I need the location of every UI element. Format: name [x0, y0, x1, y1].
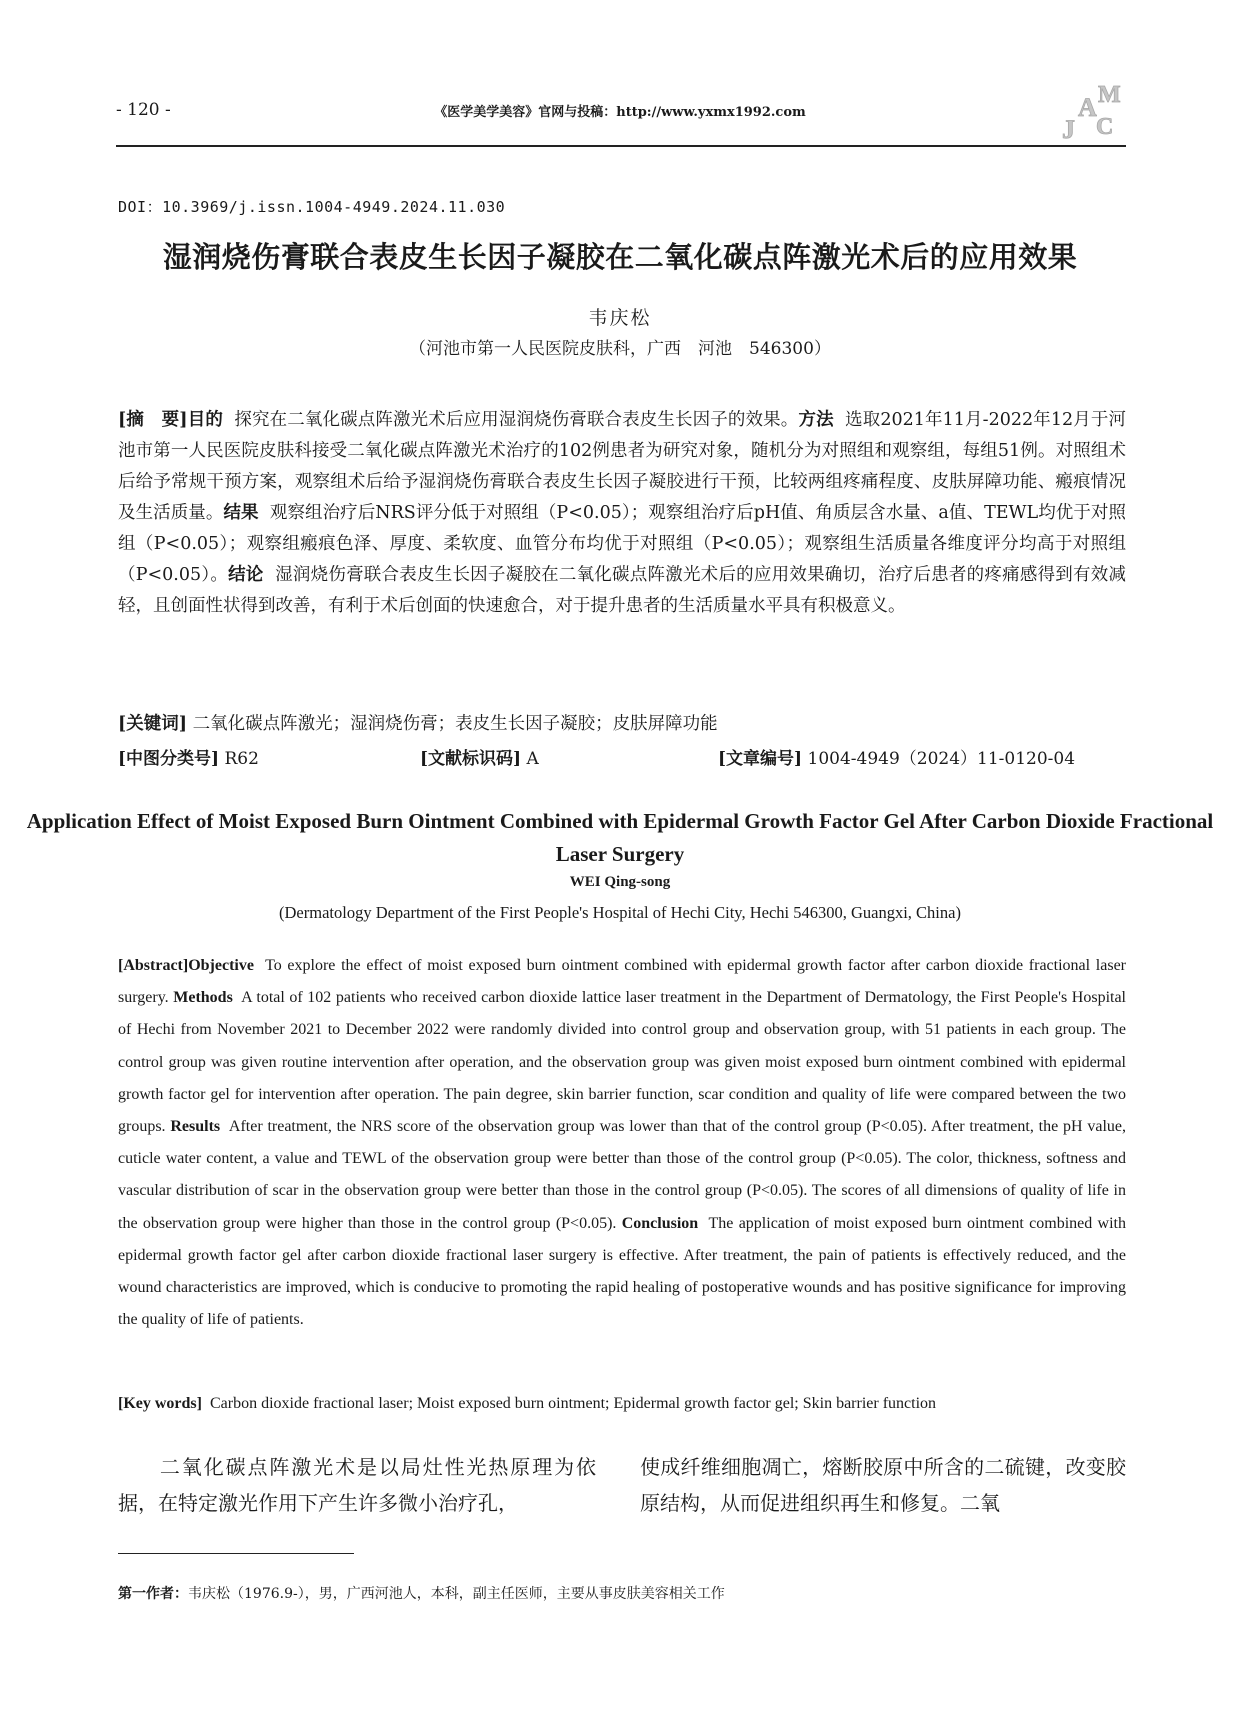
affiliation-chinese: （河池市第一人民医院皮肤科，广西 河池 546300） [409, 339, 831, 359]
abstract-en-label: [Abstract] [118, 957, 189, 974]
body-column-right: 使成纤维细胞凋亡，熔断胶原中所含的二硫键，改变胶原结构，从而促进组织再生和修复。二氧 [640, 1455, 1126, 1515]
abstract-label: [摘 要] [118, 410, 188, 430]
methods-label: 方法 [798, 410, 834, 430]
doi-line [118, 196, 505, 217]
conclusion-text: 湿润烧伤膏联合表皮生长因子凝胶在二氧化碳点阵激光术后的应用效果确切，治疗后患者的疼痛感得到有效减轻，且创面性状得到改善，有利于术后创面的快速愈合，对于提升患者的生活质量水平具有积极意义。 [118, 565, 1126, 616]
footnote-text: 韦庆松（1976.9-），男，广西河池人，本科，副主任医师，主要从事皮肤美容相关工作 [188, 1586, 725, 1602]
results-text: 观察组治疗后NRS评分低于对照组（P<0.05）；观察组治疗后pH值、角质层含水量、a值、TEWL均优于对照组（P<0.05）；观察组瘢痕色泽、厚度、柔软度、血管分布均优于对照组（P<0.05）；观察组生活质量各维度评分均高于对照组（P<0.05）。 [118, 503, 1126, 585]
svg-text:A: A [1078, 93, 1097, 122]
footnote [118, 1583, 725, 1603]
svg-text:J: J [1062, 115, 1075, 142]
results-en-text: After treatment, the NRS score of the observation group was lower than that of the control group (P<0.05). After treatment, the pH value, cuticle water content, a value and TEWL of the observation group were better than those of the control group (P<0.05). The color, thickness, softness and vascular distribution of scar in the observation group were better than those in the control group (P<0.05). The scores of all dimensions of quality of life in the observation group were higher than those in the control group (P<0.05). [118, 1118, 1127, 1232]
methods-text: 选取2021年11月-2022年12月于河池市第一人民医院皮肤科接受二氧化碳点阵激光术治疗的102例患者为研究对象，随机分为对照组和观察组，每组51例。对照组术后给予常规干预方案，观察组术后给予湿润烧伤膏联合表皮生长因子凝胶进行干预，比较两组疼痛程度、皮肤屏障功能、瘢痕情况及生活质量。 [118, 410, 1127, 523]
objective-en-label: Objective [188, 957, 254, 974]
objective-text: 探究在二氧化碳点阵激光术后应用湿润烧伤膏联合表皮生长因子的效果。 [234, 410, 799, 430]
svg-text:M: M [1098, 82, 1121, 108]
conclusion-en-text: The application of moist exposed burn ointment combined with epidermal growth factor gel after carbon dioxide fractional laser surgery is effective. After treatment, the pain of patients is effectively reduced, and the wound characteristics are improved, which is conducive to promoting the rapid healing of postoperative wounds and has positive significance for improving the quality of life of patients. [118, 1214, 1127, 1329]
methods-en-text: A total of 102 patients who received carbon dioxide lattice laser treatment in the Department of Dermatology, the First People's Hospital of Hechi from November 2021 to December 2022 were randomly divided into control group and observation group, with 51 patients in each group. The control group was given routine intervention after operation, and the observation group was given moist exposed burn ointment combined with epidermal growth factor gel for intervention after operation. The pain degree, skin barrier function, scar condition and quality of life were compared between the two groups. [118, 989, 1127, 1136]
results-label: 结果 [223, 503, 259, 523]
results-en-label: Results [170, 1118, 221, 1136]
keywords-english [118, 1395, 936, 1413]
journal-website-line: 《医学美学美容》官网与投稿：http://www.yxmx1992.com [434, 105, 806, 120]
document-code: [文献标识码] A [420, 749, 539, 769]
conclusion-en-label: Conclusion [621, 1214, 699, 1232]
objective-label: 目的 [187, 410, 223, 430]
conclusion-label: 结论 [228, 565, 264, 585]
svg-text:C: C [1096, 114, 1114, 140]
keywords-en-label: [Key words] [118, 1395, 202, 1412]
keywords-label: [关键词] [118, 714, 188, 734]
header-rule [116, 145, 1126, 147]
author-english: WEI Qing-song [569, 874, 671, 890]
body-column-left [118, 1449, 596, 1521]
keywords-chinese [118, 710, 718, 735]
doi-label: DOI： [118, 198, 163, 216]
body-left-text: 二氧化碳点阵激光术是以局灶性光热原理为依据，在特定激光作用下产生许多微小治疗孔， [118, 1455, 596, 1515]
methods-en-label: Methods [173, 989, 233, 1007]
footnote-rule [118, 1553, 354, 1554]
keywords-text: 二氧化碳点阵激光；湿润烧伤膏；表皮生长因子凝胶；皮肤屏障功能 [192, 714, 718, 734]
journal-logo [1058, 78, 1128, 142]
doi-value: 10.3969/j.issn.1004-4949.2024.11.030 [162, 198, 506, 216]
title-chinese: 湿润烧伤膏联合表皮生长因子凝胶在二氧化碳点阵激光术后的应用效果 [162, 240, 1078, 274]
abstract-chinese [118, 405, 1126, 622]
affiliation-english: (Dermatology Department of the First People's Hospital of Hechi City, Hechi 546300, Guangxi, China) [279, 903, 961, 922]
page-number: - 120 - [116, 100, 171, 120]
objective-en-text: To explore the effect of moist exposed burn ointment combined with epidermal growth factor after carbon dioxide fractional laser surgery. [118, 957, 1127, 1007]
title-english: Application Effect of Moist Exposed Burn Ointment Combined with Epidermal Growth Factor Gel After Carbon Dioxide Fractional Laser Surgery [26, 809, 1214, 866]
abstract-english [118, 950, 1126, 1336]
footnote-label: 第一作者： [118, 1586, 188, 1602]
keywords-en-text: Carbon dioxide fractional laser; Moist exposed burn ointment; Epidermal growth factor gel; Skin barrier function [209, 1395, 937, 1412]
article-number: [文章编号] 1004-4949（2024）11-0120-04 [718, 749, 1076, 769]
author-chinese: 韦庆松 [588, 307, 652, 329]
clc-number: [中图分类号] R62 [118, 749, 259, 769]
